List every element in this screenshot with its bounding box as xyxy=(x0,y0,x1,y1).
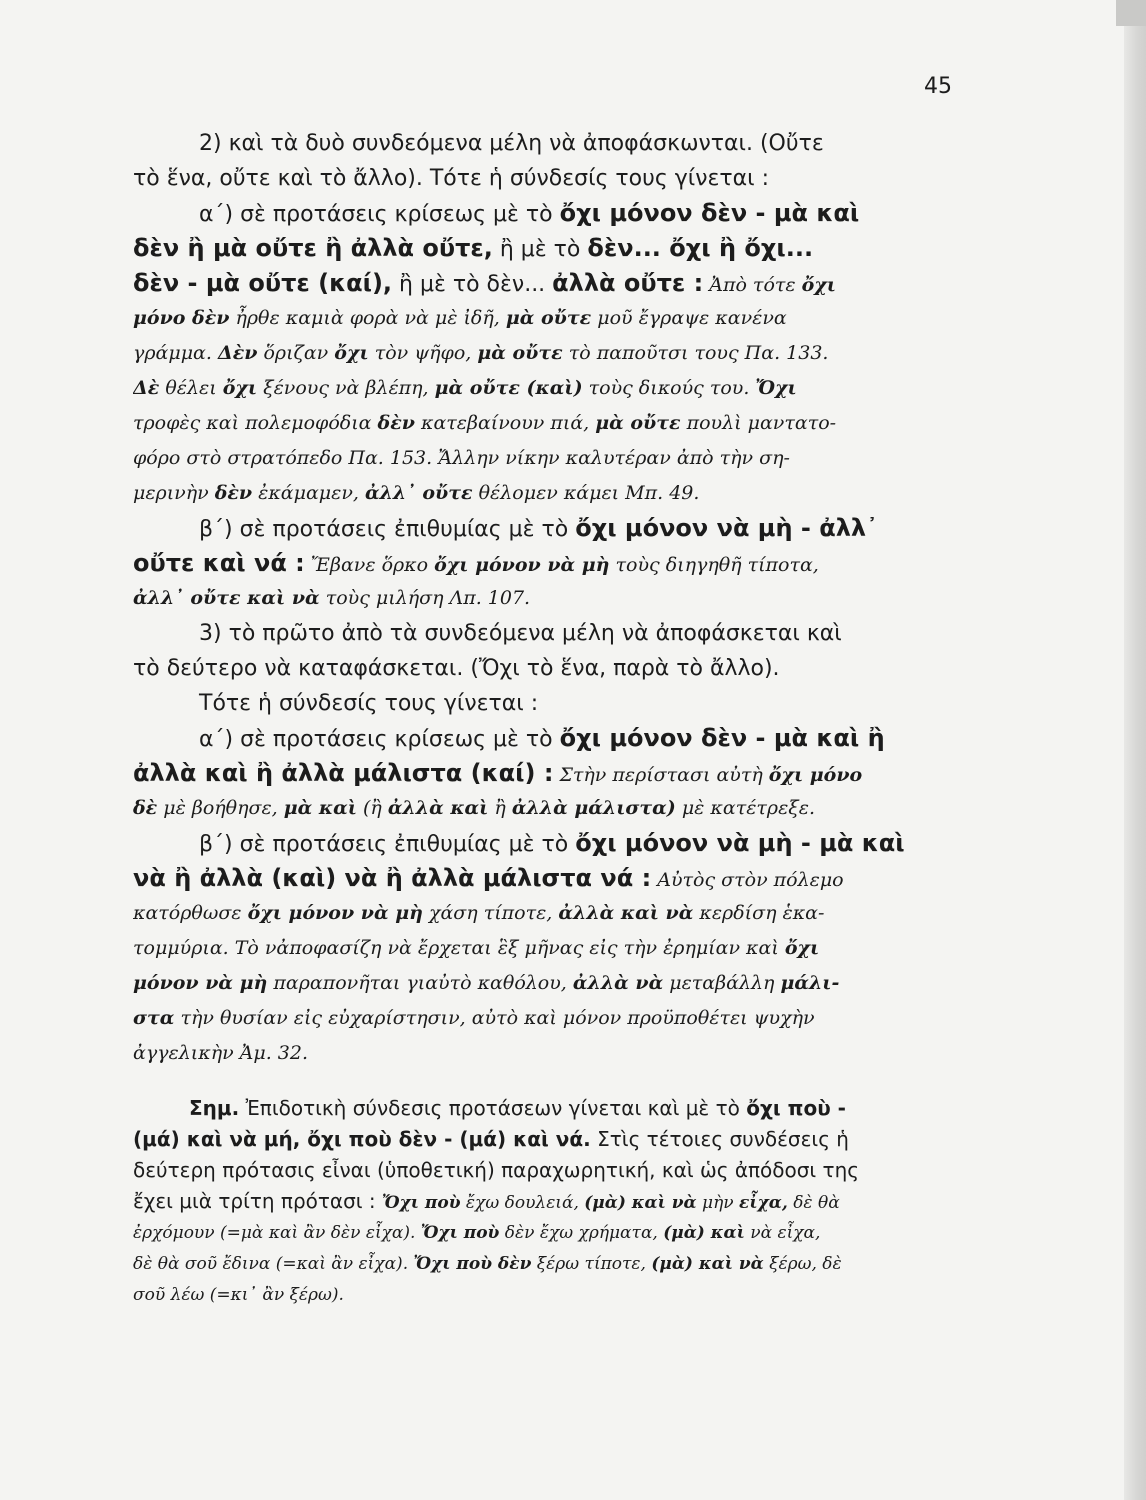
example-text: σοῦ λέω (=κι᾿ ἂν ξέρω). xyxy=(133,1285,344,1305)
text-line xyxy=(133,861,955,896)
example-text: τοὺς δικούς του. xyxy=(582,377,756,399)
example-text: δὲ θὰ σοῦ ἔδινα (=καὶ ἂν εἶχα). xyxy=(133,1254,414,1274)
text-line xyxy=(133,546,955,581)
example-text: τὴν θυσίαν εἰς εὐχαρίστησιν, αὐτὸ καὶ μόνον προϋποθέτει ψυχὴν xyxy=(174,1007,815,1029)
text-span: δεύτερη πρότασις εἶναι (ὑποθετική) παραχωρητική, καὶ ὡς ἀπόδοσι της xyxy=(133,1158,860,1182)
footnote-block xyxy=(133,1093,955,1310)
example-text: γράμμα. xyxy=(133,342,218,364)
scan-edge-shadow xyxy=(1124,0,1146,1500)
text-line xyxy=(133,1093,955,1124)
text-line xyxy=(133,1279,955,1310)
example-text: νὰ εἶχα, xyxy=(744,1223,821,1243)
bold-example: ὄχι xyxy=(784,937,820,959)
bold-phrase: ὄχι μόνον δὲν - μὰ καὶ ἢ xyxy=(559,724,885,752)
example-text: ὅριζαν xyxy=(257,342,335,364)
example-text: ἦρθε καμιὰ φορὰ νὰ μὲ ἰδῆ, xyxy=(229,307,506,329)
text-line xyxy=(133,476,955,511)
text-line xyxy=(133,266,955,301)
example-text: ξέρω, δὲ xyxy=(763,1254,842,1274)
bold-phrase: ἀλλὰ καὶ ἢ ἀλλὰ μάλιστα (καί) : xyxy=(133,759,554,787)
text-line xyxy=(133,511,955,546)
text-span: α΄) σὲ προτάσεις κρίσεως μὲ τὸ xyxy=(199,202,560,227)
text-line xyxy=(133,756,955,791)
bold-example: μὰ οὔτε xyxy=(505,307,592,329)
example-text: τοὺς διηγηθῆ τίποτα, xyxy=(609,554,819,576)
example-text: ἢ xyxy=(488,797,512,819)
example-text: θέλομεν κάμει Μπ. 49. xyxy=(472,482,700,504)
bold-example: ἀλλ᾿ οὔτε καὶ νὰ xyxy=(133,587,320,609)
bold-phrase: δὲν ἢ μὰ οὔτε ἢ ἀλλὰ οὔτε, xyxy=(133,234,493,262)
page-number: 45 xyxy=(924,74,952,99)
text-line xyxy=(133,371,955,406)
bold-example: δὲ xyxy=(133,797,158,819)
bold-example: (μὰ) καὶ xyxy=(663,1223,745,1243)
bold-example: μὰ οὔτε (καὶ) xyxy=(434,377,583,399)
bold-phrase: ἀλλὰ οὔτε : xyxy=(552,269,704,297)
bold-example: Ὄχι xyxy=(755,377,797,399)
bold-phrase: οὔτε καὶ νά : xyxy=(133,549,305,577)
text-line xyxy=(133,161,955,196)
text-span: ἢ μὲ τὸ xyxy=(492,237,588,262)
text-span: Τότε ἡ σύνδεσίς τους γίνεται : xyxy=(199,691,539,716)
text-line xyxy=(133,896,955,931)
example-text: Ἔβανε ὅρκο xyxy=(304,554,435,576)
example-text: κατεβαίνουν πιά, xyxy=(414,412,596,434)
example-text: Αὐτὸς στὸν πόλεμο xyxy=(651,869,844,891)
example-text: τομμύρια. Τὸ νἀποφασίζη νὰ ἔρχεται ἓξ μῆνας εἰς τὴν ἐρημίαν καὶ xyxy=(133,937,785,959)
example-text: δὲ θὰ xyxy=(787,1193,840,1213)
main-text xyxy=(133,126,955,1310)
bold-example: Ὄχι ποὺ δὲν xyxy=(413,1254,532,1274)
text-line xyxy=(133,966,955,1001)
example-text: ἐκάμαμεν, xyxy=(252,482,365,504)
text-line xyxy=(133,931,955,966)
bold-example: μὰ καὶ xyxy=(283,797,357,819)
text-line xyxy=(133,686,955,721)
bold-phrase: ὄχι μόνον νὰ μὴ - μὰ καὶ xyxy=(575,829,905,857)
text-span: 2) καὶ τὰ δυὸ συνδεόμενα μέλη νὰ ἀποφάσκωνται. (Οὔτε xyxy=(199,131,824,156)
example-text: ξένους νὰ βλέπη, xyxy=(257,377,435,399)
paragraph-gap xyxy=(133,1071,955,1093)
bold-example: Ὄχι ποὺ xyxy=(382,1193,461,1213)
text-line xyxy=(133,126,955,161)
example-text: μὲ κατέτρεξε. xyxy=(675,797,815,819)
bold-example: ὄχι μόνον νὰ μὴ xyxy=(434,554,610,576)
text-line xyxy=(133,406,955,441)
bold-example: ἀλλ᾿ οὔτε xyxy=(364,482,473,504)
example-text: μὲ βοήθησε, xyxy=(157,797,284,819)
example-text: μοῦ ἔγραψε κανένα xyxy=(591,307,787,329)
text-line xyxy=(133,196,955,231)
example-text: παραπονῆται γιαὐτὸ καθόλου, xyxy=(267,972,573,994)
example-text: μὴν xyxy=(696,1193,740,1213)
text-line xyxy=(133,1248,955,1279)
example-text: κατόρθωσε xyxy=(133,902,248,924)
bold-phrase: νὰ ἢ ἀλλὰ (καὶ) νὰ ἢ ἀλλὰ μάλιστα νά : xyxy=(133,864,652,892)
bold-example: ὄχι μόνο xyxy=(768,764,863,786)
text-span: β΄) σὲ προτάσεις ἐπιθυμίας μὲ τὸ xyxy=(199,517,576,542)
example-text: μεταβάλλη xyxy=(663,972,781,994)
example-text: φόρο στὸ στρατόπεδο Πα. 153. Ἄλλην νίκην καλυτέραν ἀπὸ τὴν ση- xyxy=(133,447,790,469)
text-line xyxy=(133,721,955,756)
text-span: Στὶς τέτοιες συνδέσεις ἡ xyxy=(590,1127,849,1151)
text-line xyxy=(133,826,955,861)
text-span: ἔχει μιὰ τρίτη πρότασι : xyxy=(133,1189,383,1213)
text-span: α΄) σὲ προτάσεις κρίσεως μὲ τὸ xyxy=(199,727,560,752)
bold-example: δὲν xyxy=(377,412,415,434)
bold-phrase: δὲν... ὄχι ἢ ὄχι... xyxy=(587,234,814,262)
example-text: Στὴν περίστασι αὐτὴ xyxy=(553,764,769,786)
example-text: ἀγγελικὴν Ἀμ. 32. xyxy=(133,1042,309,1064)
bold-example: μὰ οὔτε xyxy=(595,412,681,434)
bold-phrase: ὄχι ποὺ - xyxy=(746,1096,846,1120)
example-text: πουλὶ μαντατο- xyxy=(680,412,837,434)
bold-example: ὄχι μόνον νὰ μὴ xyxy=(247,902,423,924)
bold-example: ἀλλὰ μάλιστα) xyxy=(511,797,676,819)
text-span: 3) τὸ πρῶτο ἀπὸ τὰ συνδεόμενα μέλη νὰ ἀποφάσκεται καὶ xyxy=(199,621,842,646)
bold-phrase: (μά) καὶ νὰ μή, ὄχι ποὺ δὲν - (μά) καὶ νά. xyxy=(133,1127,591,1151)
example-text: Ἀπὸ τότε xyxy=(703,274,802,296)
text-line xyxy=(133,1186,955,1217)
bold-example: μάλι- xyxy=(780,972,840,994)
text-line xyxy=(133,441,955,476)
text-line xyxy=(133,336,955,371)
example-text: μερινὴν xyxy=(133,482,215,504)
bold-example: Δὲ xyxy=(133,377,160,399)
example-text: τὸν ψῆφο, xyxy=(368,342,478,364)
bold-example: ἀλλὰ νὰ xyxy=(572,972,664,994)
example-text: κερδίση ἑκα- xyxy=(693,902,825,924)
bold-phrase: ὄχι μόνον δὲν - μὰ καὶ xyxy=(559,199,860,227)
example-text: ἐρχόμουν (=μὰ καὶ ἂν δὲν εἶχα). xyxy=(133,1223,421,1243)
text-span: ἢ μὲ τὸ δὲν... xyxy=(392,272,553,297)
example-text: (ἢ xyxy=(356,797,388,819)
text-span: Ἐπιδοτικὴ σύνδεσις προτάσεων γίνεται καὶ μὲ τὸ xyxy=(239,1096,747,1120)
text-line xyxy=(133,1124,955,1155)
example-text: θέλει xyxy=(159,377,223,399)
text-line xyxy=(133,616,955,651)
bold-example: ὄχι xyxy=(801,274,837,296)
bold-phrase: δὲν - μὰ οὔτε (καί), xyxy=(133,269,393,297)
bold-example: μόνο δὲν xyxy=(133,307,230,329)
example-text: ἔχω δουλειά, xyxy=(460,1193,585,1213)
text-line xyxy=(133,1217,955,1248)
text-line xyxy=(133,791,955,826)
text-line xyxy=(133,301,955,336)
text-span: β΄) σὲ προτάσεις ἐπιθυμίας μὲ τὸ xyxy=(199,832,576,857)
bold-example: ἀλλὰ καὶ xyxy=(387,797,489,819)
bold-example: (μὰ) καὶ νὰ xyxy=(584,1193,697,1213)
bold-example: Ὄχι ποὺ xyxy=(420,1223,500,1243)
scan-corner-shadow xyxy=(1116,0,1146,26)
bold-phrase: ὄχι μόνον νὰ μὴ - ἀλλ᾿ xyxy=(575,514,879,542)
text-line xyxy=(133,651,955,686)
text-line xyxy=(133,1036,955,1071)
bold-example: στα xyxy=(133,1007,175,1029)
note-label: Σημ. xyxy=(189,1096,240,1120)
example-text: τὸ παποῦτσι τους Πα. 133. xyxy=(562,342,829,364)
bold-example: μόνον νὰ μὴ xyxy=(133,972,268,994)
bold-example: μὰ οὔτε xyxy=(477,342,563,364)
bold-example: εἶχα, xyxy=(739,1193,788,1213)
bold-example: ὄχι xyxy=(334,342,369,364)
text-line xyxy=(133,231,955,266)
example-text: ξέρω τίποτε, xyxy=(531,1254,652,1274)
bold-example: ὄχι xyxy=(222,377,258,399)
bold-example: ἀλλὰ καὶ νὰ xyxy=(558,902,694,924)
text-span: τὸ ἕνα, οὔτε καὶ τὸ ἄλλο). Τότε ἡ σύνδεσίς τους γίνεται : xyxy=(133,166,770,191)
text-span: τὸ δεύτερο νὰ καταφάσκεται. (Ὄχι τὸ ἕνα, παρὰ τὸ ἄλλο). xyxy=(133,656,780,681)
text-line xyxy=(133,581,955,616)
bold-example: (μὰ) καὶ νὰ xyxy=(651,1254,764,1274)
example-text: χάση τίποτε, xyxy=(422,902,559,924)
text-line xyxy=(133,1155,955,1186)
example-text: δὲν ἔχω χρήματα, xyxy=(499,1223,664,1243)
example-text: τροφὲς καὶ πολεμοφόδια xyxy=(133,412,378,434)
text-line xyxy=(133,1001,955,1036)
bold-example: δὲν xyxy=(214,482,253,504)
example-text: τοὺς μιλήση Λπ. 107. xyxy=(319,587,531,609)
bold-example: Δὲν xyxy=(217,342,258,364)
